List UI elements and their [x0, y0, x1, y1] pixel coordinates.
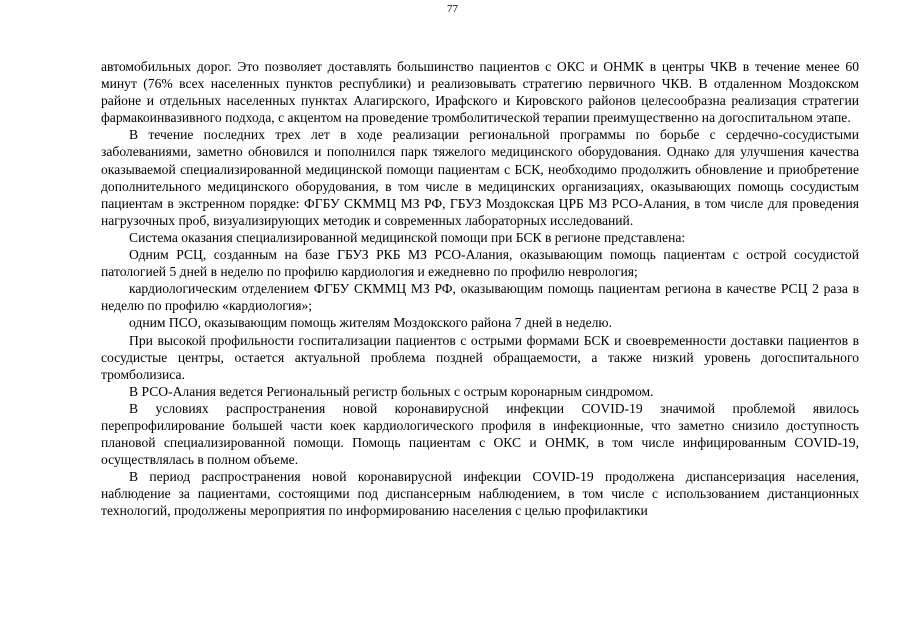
- paragraph-10: В период распространения новой коронавирусной инфекции COVID-19 продолжена диспансеризация населения, наблюдение за пациентами, состоящими под диспансерным наблюдением, в том числе с использованием дистанционных технологий, продолжены мероприятия по информированию населения с целью профилактики: [101, 469, 859, 519]
- paragraph-1: автомобильных дорог. Это позволяет доставлять большинство пациентов с ОКС и ОНМК в центры ЧКВ в течение менее 60 минут (76% всех населенных пунктов республики) и реализовывать стратегию первичного ЧКВ. В отдаленном Моздокском районе и отдельных населенных пунктах Алагирского, Ирафского и Кировского районов целесообразна реализация стратегии фармакоинвазивного подхода, с акцентом на проведение тромболитической терапии преимущественно на догоспитальном этапе.: [101, 59, 859, 126]
- page-number: 77: [447, 3, 458, 15]
- paragraph-4: Одним РСЦ, созданным на базе ГБУЗ РКБ МЗ РСО-Алания, оказывающим помощь пациентам с острой сосудистой патологией 5 дней в неделю по профилю кардиология и ежедневно по профилю неврология;: [101, 247, 859, 280]
- paragraph-9: В условиях распространения новой коронавирусной инфекции COVID-19 значимой проблемой явилось перепрофилирование большей части коек кардиологического профиля в инфекционные, что заметно снизило доступность плановой специализированной помощи. Помощь пациентам с ОКС и ОНМК, в том числе инфицированным COVID-19, осуществлялась в полном объеме.: [101, 400, 859, 468]
- paragraph-2: В течение последних трех лет в ходе реализации региональной программы по борьбе с сердечно-сосудистыми заболеваниями, заметно обновился и пополнился парк тяжелого медицинского оборудования. Однако для улучшения качества оказываемой специализированной медицинской помощи пациентам с БСК, необходимо продолжить обновление и приобретение дополнительного медицинского оборудования, в том числе в медицинских организациях, оказывающих помощь сосудистым пациентам в экстренном порядке: ФГБУ СКММЦ МЗ РФ, ГБУЗ Моздокская ЦРБ МЗ РСО-Алания, в том числе для проведения нагрузочных проб, визуализирующих методик и современных лабораторных исследований.: [101, 127, 859, 228]
- document-body: [101, 58, 859, 520]
- paragraph-6: одним ПСО, оказывающим помощь жителям Моздокского района 7 дней в неделю.: [129, 315, 612, 331]
- paragraph-7: При высокой профильности госпитализации пациентов с острыми формами БСК и своевременности доставки пациентов в сосудистые центры, остается актуальной проблема поздней обращаемости, а также низкий уровень догоспитального тромболизиса.: [101, 332, 859, 382]
- paragraph-5: кардиологическим отделением ФГБУ СКММЦ МЗ РФ, оказывающим помощь пациентам региона в качестве РСЦ 2 раза в неделю по профилю «кардиология»;: [101, 281, 859, 314]
- paragraph-8: В РСО-Алания ведется Региональный регистр больных с острым коронарным синдромом.: [129, 383, 654, 399]
- paragraph-3: Система оказания специализированной медицинской помощи при БСК в регионе представлена:: [129, 229, 686, 245]
